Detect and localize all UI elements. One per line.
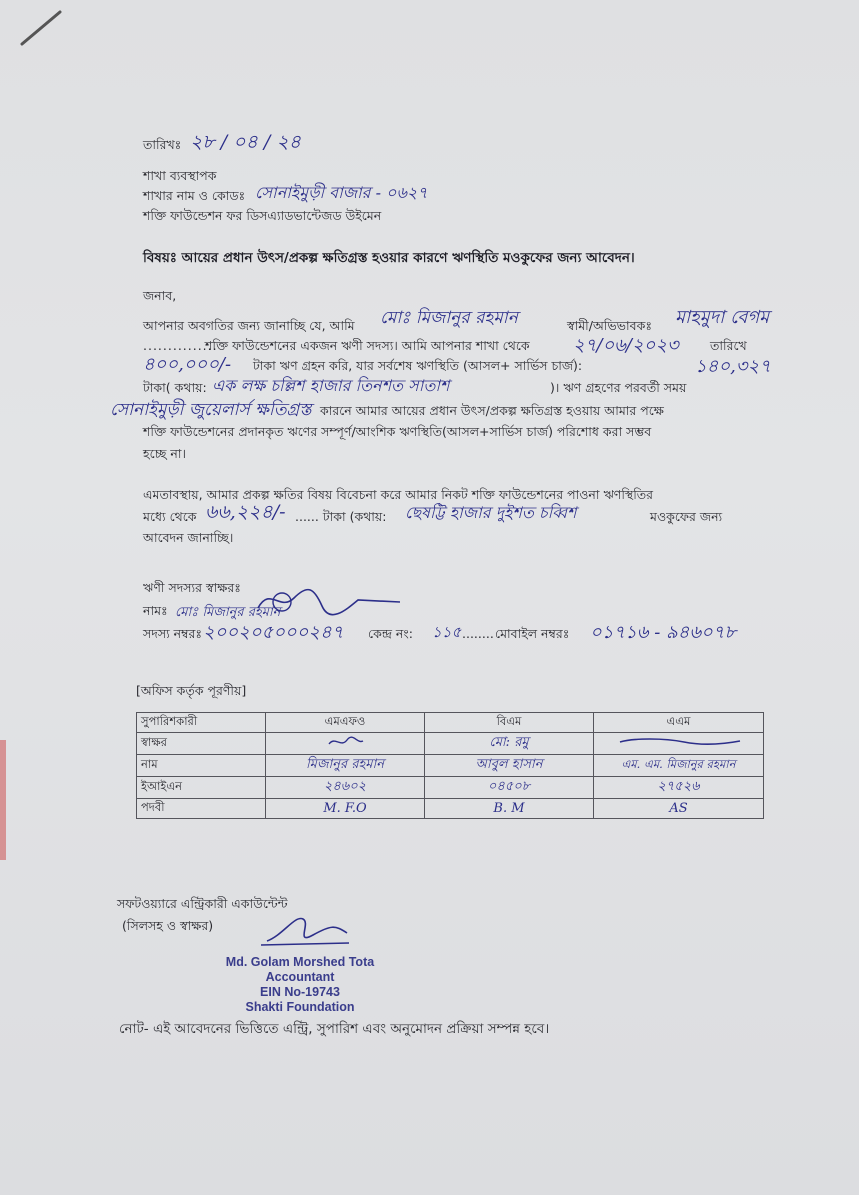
- member-name: মোঃ মিজানুর রহমান: [175, 605, 281, 620]
- am-signature: [594, 733, 764, 755]
- edge-mark: [0, 740, 6, 860]
- table-cell: এম. এম. মিজানুর রহমান: [594, 755, 764, 777]
- branch-value: সোনাইমুড়ী বাজার - ০৬২৭: [255, 183, 428, 202]
- table-cell: আবুল হাসান: [425, 755, 594, 777]
- row-label: ইআইএন: [137, 777, 266, 799]
- table-cell: B. M: [425, 799, 594, 819]
- member-id: ২০০২০৫০০০২৪৭: [203, 622, 344, 643]
- body2-text1: এমতাবস্থায়, আমার প্রকল্প ক্ষতির বিষয় বিবেচনা করে আমার নিকট শক্তি ফাউন্ডেশনের পাওনা ঋণস্থিতির: [143, 487, 654, 502]
- body1-text7: )। ঋণ গ্রহণের পরবর্তী সময়: [550, 380, 687, 395]
- accountant-line2: (সিলসহ ও স্বাক্ষর): [122, 918, 214, 933]
- table-header: এএম: [594, 713, 764, 733]
- table-row: [137, 755, 764, 777]
- outstanding-words: এক লক্ষ চল্লিশ হাজার তিনশত সাতাশ: [212, 376, 450, 395]
- body2-text5: আবেদন জানাচ্ছি।: [143, 530, 234, 545]
- body2-text3: ...... টাকা (কথায়:: [295, 509, 387, 524]
- center-dots: ........: [462, 626, 494, 641]
- center-label: কেন্দ্র নং:: [368, 626, 413, 641]
- table-header-row: [137, 713, 764, 733]
- accountant-stamp: Md. Golam Morshed Tota Accountant EIN No-19743 Shakti Foundation: [225, 955, 375, 1014]
- body2-text4: মওকুফের জন্য: [650, 509, 723, 524]
- body1-text3: শক্তি ফাউন্ডেশনের একজন ঋণী সদস্য। আমি আপনার শাখা থেকে: [205, 338, 530, 353]
- table-cell: ০৪৫০৮: [425, 777, 594, 799]
- table-row: [137, 733, 764, 755]
- office-table: [136, 712, 764, 819]
- row-label: পদবী: [137, 799, 266, 819]
- body1-text5: টাকা ঋণ গ্রহন করি, যার সর্বশেষ ঋণস্থিতি (আসল+ সার্ভিস চার্জ):: [253, 358, 583, 373]
- table-cell: M. F.O: [266, 799, 425, 819]
- outstanding-amount: ১৪০,৩২৭: [695, 356, 771, 377]
- loss-cause: সোনাইমুড়ী জুয়েলার্স ক্ষতিগ্রস্ত: [110, 400, 312, 420]
- waiver-amount: ৬৬,২২৪/-: [205, 501, 286, 523]
- mobile-label: মোবাইল নম্বরঃ: [495, 626, 570, 641]
- member-name-label: নামঃ: [143, 603, 168, 618]
- date-value: ২৮ / ০৪ / ২৪: [190, 131, 302, 153]
- subject-line: বিষয়ঃ আয়ের প্রধান উৎস/প্রকল্প ক্ষতিগ্রস্ত হওয়ার কারণে ঋণস্থিতি মওকুফের জন্য আবেদন।: [143, 250, 635, 266]
- table-cell: ২৪৬০২: [266, 777, 425, 799]
- table-header: এমএফও: [266, 713, 425, 733]
- member-sig-label: ঋণী সদস্যর স্বাক্ষরঃ: [143, 580, 241, 595]
- body1-text6: টাকা( কথায়:: [143, 380, 207, 395]
- branch-label: শাখার নাম ও কোডঃ: [143, 188, 246, 203]
- waiver-words: ছেষট্টি হাজার দুইশত চব্বিশ: [405, 503, 577, 522]
- accountant-line1: সফটওয়্যারে এন্ট্রিকারী একাউন্টেন্ট: [117, 896, 288, 911]
- body1-text10: হচ্ছে না।: [143, 446, 186, 461]
- member-id-label: সদস্য নম্বরঃ: [143, 626, 203, 641]
- table-cell: AS: [594, 799, 764, 819]
- body1-text4: তারিখে: [710, 338, 747, 353]
- date-label: তারিখঃ: [143, 137, 182, 152]
- loan-amount: ৪০০,০০০/-: [143, 354, 232, 375]
- mobile-number: ০১৭১৬ - ৯৪৬০৭৮: [590, 622, 737, 643]
- addressee-line3: শক্তি ফাউন্ডেশন ফর ডিসএ্যাডভান্টেজড উইমেন: [143, 208, 382, 223]
- body2-text2: মধ্যে থেকে: [143, 509, 197, 524]
- footer-note: নোট- এই আবেদনের ভিত্তিতে এন্ট্রি, সুপারিশ এবং অনুমোদন প্রক্রিয়া সম্পন্ন হবে।: [119, 1021, 550, 1037]
- pen-stroke-mark: [18, 8, 68, 48]
- table-header: বিএম: [425, 713, 594, 733]
- accountant-signature: [255, 905, 355, 953]
- mfo-signature: [266, 733, 425, 755]
- body1-text9: শক্তি ফাউন্ডেশনের প্রদানকৃত ঋণের সম্পূর্ণ/আংশিক ঋণস্থিতি(আসল+সার্ভিস চার্জ) পরিশোধ করা সম্ভব: [143, 424, 652, 439]
- body1-dots: ...............: [143, 338, 218, 353]
- office-label: [অফিস কর্তৃক পূরণীয়]: [136, 683, 247, 698]
- addressee-line1: শাখা ব্যবস্থাপক: [143, 168, 217, 183]
- body1-text8: কারনে আমার আয়ের প্রধান উৎস/প্রকল্প ক্ষতিগ্রস্ত হওয়ায় আমার পক্ষে: [320, 403, 664, 418]
- table-cell: ২৭৫২৬: [594, 777, 764, 799]
- guardian-name: মাহমুদা বেগম: [675, 307, 770, 328]
- center-number: ১১৫: [432, 623, 462, 641]
- body1-text1: আপনার অবগতির জন্য জানাচ্ছি যে, আমি: [143, 318, 355, 333]
- salutation: জনাব,: [143, 288, 177, 303]
- row-label: স্বাক্ষর: [137, 733, 266, 755]
- body1-text2: স্বামী/অভিভাবকঃ: [567, 318, 652, 333]
- row-label: নাম: [137, 755, 266, 777]
- table-row: [137, 799, 764, 819]
- borrower-name: মোঃ মিজানুর রহমান: [380, 308, 518, 328]
- table-cell: মিজানুর রহমান: [266, 755, 425, 777]
- table-row: [137, 777, 764, 799]
- table-cell: মো: রমু: [425, 733, 594, 755]
- table-header: সুপারিশকারী: [137, 713, 266, 733]
- loan-date: ২৭/০৬/২০২৩: [573, 335, 679, 356]
